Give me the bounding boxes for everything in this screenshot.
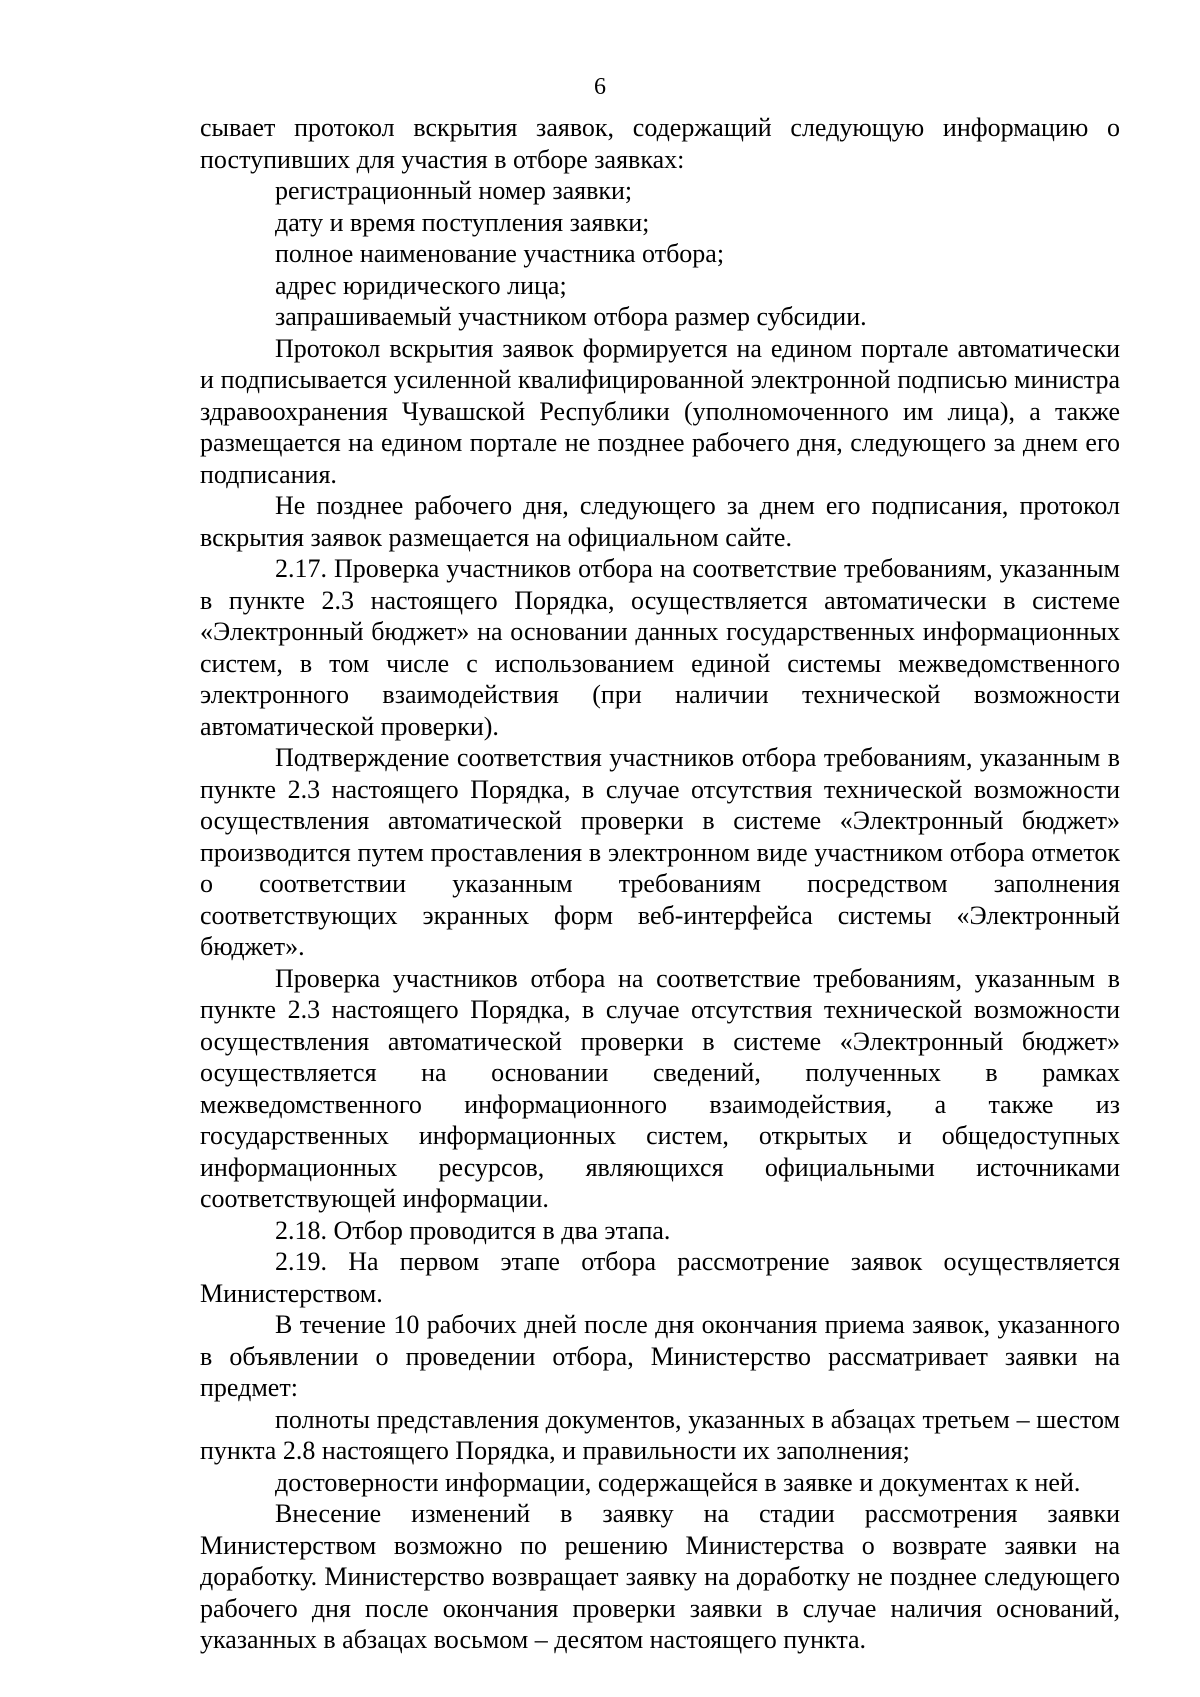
document-body (200, 112, 1120, 1656)
paragraph: достоверности информации, содержащейся в заявке и документах к ней. (275, 1467, 1081, 1497)
paragraph: 2.19. На первом этапе отбора рассмотрение заявок осуществляется Министерством. (200, 1247, 1120, 1308)
paragraph: сывает протокол вскрытия заявок, содержащий следующую информацию о поступивших для участия в отборе заявках: (200, 113, 1120, 174)
paragraph: Не позднее рабочего дня, следующего за днем его подписания, протокол вскрытия заявок размещается на официальном сайте. (200, 491, 1120, 552)
list-item: дату и время поступления заявки; (275, 207, 650, 237)
paragraph: Внесение изменений в заявку на стадии рассмотрения заявки Министерством возможно по решению Министерства о возврате заявки на доработку. Министерство возвращает заявку на доработку не позднее следующего рабочего дня после окончания проверки заявки в случае наличия оснований, указанных в абзацах восьмом – десятом настоящего пункта. (200, 1499, 1120, 1654)
paragraph: полноты представления документов, указанных в абзацах третьем – шестом пункта 2.8 настоящего Порядка, и правильности их заполнения; (200, 1404, 1120, 1465)
list-item: адрес юридического лица; (275, 270, 567, 300)
list-item: полное наименование участника отбора; (275, 239, 725, 268)
page-number: 6 (594, 74, 606, 100)
paragraph: Подтверждение соответствия участников отбора требованиям, указанным в пункте 2.3 настоящего Порядка, в случае отсутствия технической возможности осуществления автоматической проверки в системе «Электронный бюджет» производится путем проставления в электронном виде участником отбора отметок о соответствии указанным требованиям посредством заполнения соответствующих экранных форм веб-интерфейса системы «Электронный бюджет». (200, 743, 1120, 961)
list-item: запрашиваемый участником отбора размер субсидии. (275, 302, 867, 331)
paragraph: Проверка участников отбора на соответствие требованиям, указанным в пункте 2.3 настоящего Порядка, в случае отсутствия технической возможности осуществления автоматической проверки в системе «Электронный бюджет» осуществляется на основании сведений, полученных в рамках межведомственного информационного взаимодействия, а также из государственных информационных систем, открытых и общедоступных информационных ресурсов, являющихся официальными источниками соответствующей информации. (200, 963, 1120, 1213)
paragraph: 2.17. Проверка участников отбора на соответствие требованиям, указанным в пункте 2.3 настоящего Порядка, осуществляется автоматически в системе «Электронный бюджет» на основании данных государственных информационных систем, в том числе с использованием единой системы межведомственного электронного взаимодействия (при наличии технической возможности автоматической проверки). (200, 554, 1120, 741)
list-item: регистрационный номер заявки; (275, 176, 633, 205)
paragraph: В течение 10 рабочих дней после дня окончания приема заявок, указанного в объявлении о проведении отбора, Министерство рассматривает заявки на предмет: (200, 1310, 1120, 1402)
paragraph: Протокол вскрытия заявок формируется на едином портале автоматически и подписывается усиленной квалифицированной электронной подписью министра здравоохранения Чувашской Республики (уполномоченного им лица), а также размещается на едином портале не позднее рабочего дня, следующего за днем его подписания. (200, 333, 1120, 489)
paragraph: 2.18. Отбор проводится в два этапа. (275, 1215, 671, 1245)
